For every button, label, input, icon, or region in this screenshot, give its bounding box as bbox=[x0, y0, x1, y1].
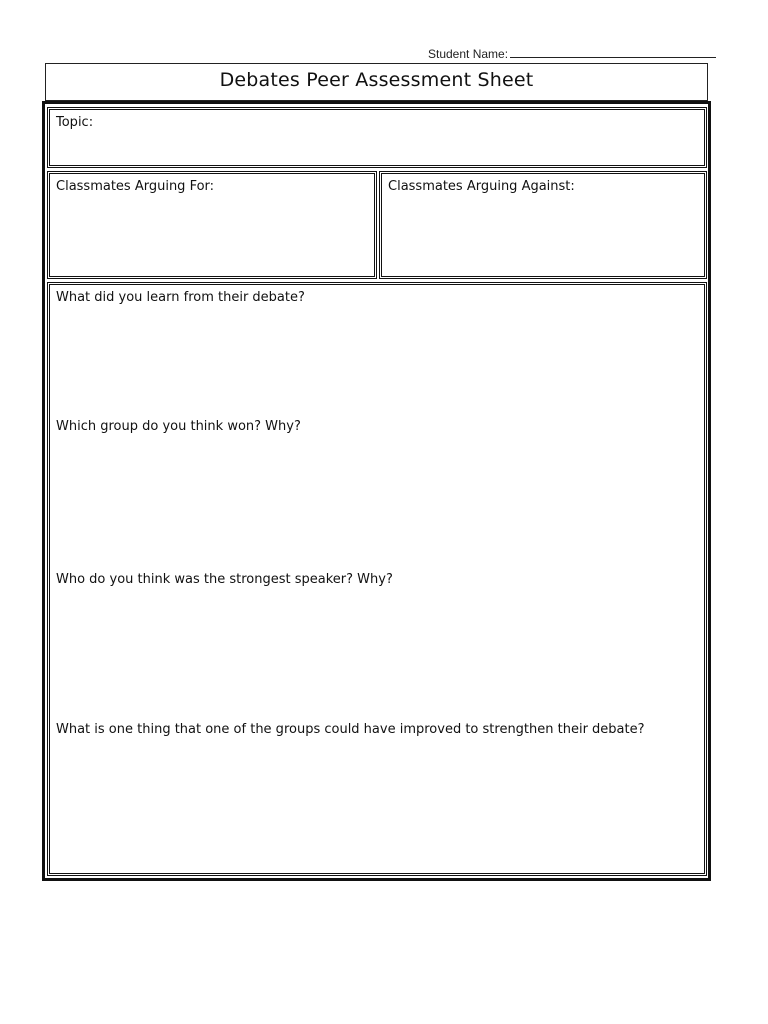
arguing-for-box[interactable] bbox=[47, 171, 377, 279]
question-strongest-speaker: Who do you think was the strongest speaker? Why? bbox=[56, 572, 393, 587]
assessment-form bbox=[42, 101, 711, 881]
question-learned: What did you learn from their debate? bbox=[56, 290, 305, 305]
question-improvement: What is one thing that one of the groups could have improved to strengthen their debate? bbox=[56, 722, 645, 737]
topic-box[interactable] bbox=[47, 107, 707, 168]
student-name-field bbox=[428, 46, 716, 61]
arguing-against-box[interactable] bbox=[379, 171, 707, 279]
arguing-against-label: Classmates Arguing Against: bbox=[388, 179, 575, 194]
topic-label: Topic: bbox=[56, 115, 94, 130]
student-name-line[interactable] bbox=[510, 46, 716, 58]
arguing-for-label: Classmates Arguing For: bbox=[56, 179, 215, 194]
student-name-label: Student Name: bbox=[428, 47, 509, 61]
title-box bbox=[45, 63, 708, 101]
questions-box[interactable] bbox=[47, 282, 707, 876]
question-winner: Which group do you think won? Why? bbox=[56, 419, 301, 434]
page-title: Debates Peer Assessment Sheet bbox=[219, 69, 534, 91]
